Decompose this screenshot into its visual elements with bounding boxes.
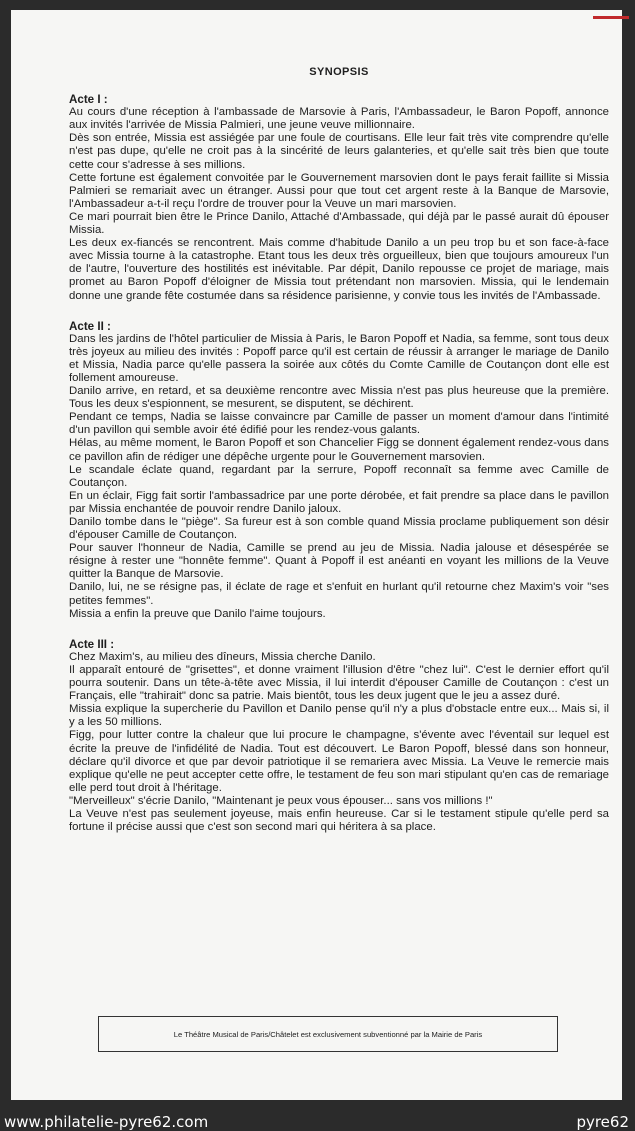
paragraph: Il apparaît entouré de "grisettes", et donne vraiment l'illusion d'être "chez lui". C'est le dernier effort qu'il pourra soutenir. Dans un tête-à-tête avec Missia, il lui interdit d'épouser Camille de Coutançon : c'est un Français, elle "trahirait" donc sa patrie. Mais bientôt, tous les deux jugent que le jeu a assez duré. [69,663,609,703]
paragraph: Au cours d'une réception à l'ambassade de Marsovie à Paris, l'Ambassadeur, le Baron Popoff, annonce aux invités l'arrivée de Missia Palmieri, une jeune veuve millionnaire. [69,106,609,132]
paragraph: En un éclair, Figg fait sortir l'ambassadrice par une porte dérobée, et fait prendre sa place dans le pavillon par Missia enchantée de pouvoir rendre Danilo jaloux. [69,489,609,515]
page-title: SYNOPSIS [309,66,369,78]
paragraph: Les deux ex-fiancés se rencontrent. Mais comme d'habitude Danilo a un peu trop bu et son face-à-face avec Missia tourne à la catastrophe. Etant tous les deux très orgueilleux, bien que toujours amoureux l'un de l'autre, l'ouverture des hostilités est inévitable. Par dépit, Danilo repousse ce projet de mariage, mais promet au Baron Popoff d'éloigner de Missia tout prétendant non marsovien. Missia, qui le lendemain donne une grande fête costumée dans sa résidence parisienne, y convie tous les invités de l'Ambassade. [69,237,609,302]
paragraph: Hélas, au même moment, le Baron Popoff et son Chancelier Figg se donnent également rendez-vous dans ce pavillon afin de rédiger une dépêche urgente pour le Gouvernement marsovien. [69,437,609,463]
paragraph: Cette fortune est également convoitée par le Gouvernement marsovien dont le pays ferait faillite si Missia Palmieri se remariait avec un étranger. Aussi pour que tout cet argent reste à la Banque de Marsovie, l'Ambassadeur a-t-il reçu l'ordre de trouver pour la Veuve un mari marsovien. [69,171,609,210]
footer-notice: Le Théâtre Musical de Paris/Châtelet est exclusivement subventionné par la Mairie de Paris [98,1016,558,1052]
paragraph: La Veuve n'est pas seulement joyeuse, mais enfin heureuse. Car si le testament stipule qu'elle perd sa fortune il précise aussi que c'est son second mari qui héritera à sa place. [69,807,609,834]
act-heading: Acte I : [69,93,108,107]
paragraph: Missia a enfin la preuve que Danilo l'aime toujours. [69,607,326,620]
paragraph: Figg, pour lutter contre la chaleur que lui procure le champagne, s'évente avec l'éventail sur lequel est écrite la preuve de l'infidélité de Nadia. Tout est découvert. Le Baron Popoff, blessé dans son honneur, déclare qu'il divorce et que par devoir patriotique il se remariera avec Missia. La Veuve le remercie mais explique qu'elle ne peut accepter cette offre, le testament de feu son mari stipulant qu'en cas de remariage elle perd tout droit à l'héritage. [69,729,609,794]
act-2-section [69,320,609,621]
paragraph: Danilo arrive, en retard, et sa deuxième rencontre avec Missia n'est pas plus heureuse que la première. Tous les deux s'espionnent, se mesurent, se disputent, se déchirent. [69,385,609,411]
act-3-section [69,638,609,834]
document-page [11,10,622,1100]
paragraph: "Merveilleux" s'écrie Danilo, "Maintenant je peux vous épouser... sans vos millions !" [69,794,493,807]
synopsis-content [69,66,609,851]
red-edge-mark [593,16,629,19]
paragraph: Chez Maxim's, au milieu des dîneurs, Missia cherche Danilo. [69,650,376,663]
paragraph: Pendant ce temps, Nadia se laisse convaincre par Camille de passer un moment d'amour dans l'intimité d'un pavillon qui semble avoir été édifié pour les rendez-vous galants. [69,411,609,437]
act-heading: Acte II : [69,319,111,333]
paragraph: Dès son entrée, Missia est assiégée par une foule de courtisans. Elle leur fait très vite comprendre qu'elle n'est pas dupe, qu'elle ne croit pas à la sincérité de leurs galanteries, et qu'elle sait très bien que toute cette cour s'adresse à ses millions. [69,132,609,171]
paragraph: Dans les jardins de l'hôtel particulier de Missia à Paris, le Baron Popoff et Nadia, sa femme, sont tous deux très joyeux au milieu des invités : Popoff parce qu'il est certain de réussir à arranger le mariage de Danilo et Missia, Nadia parce qu'elle passera la soirée aux côtés du Comte Camille de Coutançon dont elle est follement amoureuse. [69,332,609,384]
act-1-section [69,93,609,303]
paragraph: Pour sauver l'honneur de Nadia, Camille se prend au jeu de Missia. Nadia jalouse et désespérée se résigne à rester une "honnête femme". Quant à Popoff il est anéanti en voyant les millions de la Veuve quitter la Banque de Marsovie. [69,542,609,581]
act-heading: Acte III : [69,637,115,651]
watermark-url: www.philatelie-pyre62.com [4,1113,209,1131]
paragraph: Ce mari pourrait bien être le Prince Danilo, Attaché d'Ambassade, qui déjà par le passé aurait dû épouser Missia. [69,210,609,237]
watermark-brand: pyre62 [576,1113,629,1131]
paragraph: Le scandale éclate quand, regardant par la serrure, Popoff reconnaît sa femme avec Camille de Coutançon. [69,463,609,489]
paragraph: Danilo, lui, ne se résigne pas, il éclate de rage et s'enfuit en hurlant qu'il retourne chez Maxim's voir "ses petites femmes". [69,581,609,607]
paragraph: Missia explique la supercherie du Pavillon et Danilo pense qu'il n'y a plus d'obstacle entre eux... Mais si, il y a les 50 millions. [69,703,609,729]
paragraph: Danilo tombe dans le "piège". Sa fureur est à son comble quand Missia proclame publiquement son désir d'épouser Camille de Coutançon. [69,516,609,542]
